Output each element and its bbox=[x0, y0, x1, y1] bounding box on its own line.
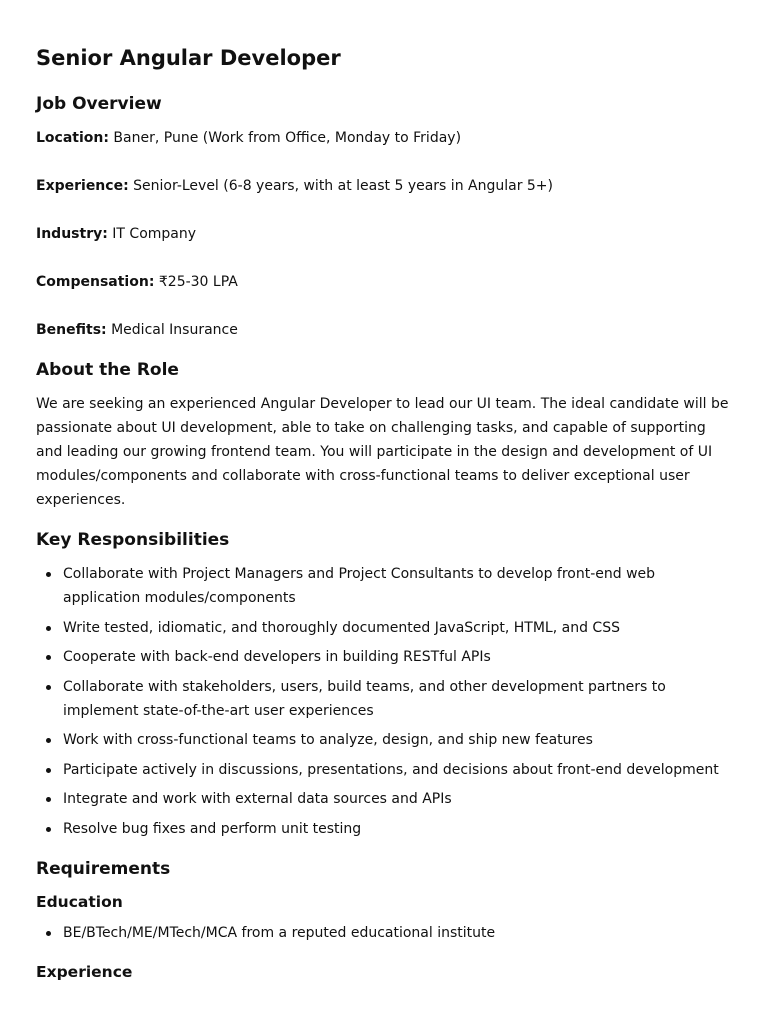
list-item-text: Collaborate with Project Managers and Project Consultants to develop front-end web application modules/components bbox=[63, 566, 656, 606]
list-item-text: Work with cross-functional teams to analyze, design, and ship new features bbox=[63, 732, 593, 748]
list-item bbox=[36, 562, 732, 610]
bullet-icon bbox=[46, 626, 51, 631]
bullet-icon bbox=[46, 827, 51, 832]
field-value: Senior-Level (6-8 years, with at least 5 years in Angular 5+) bbox=[133, 178, 553, 194]
field-label: Industry: bbox=[36, 226, 108, 242]
overview-benefits bbox=[36, 318, 732, 342]
overview-compensation bbox=[36, 270, 732, 294]
bullet-icon bbox=[46, 738, 51, 743]
requirements-heading: Requirements bbox=[36, 858, 171, 879]
bullet-icon bbox=[46, 931, 51, 936]
list-item-text: BE/BTech/ME/MTech/MCA from a reputed educational institute bbox=[63, 924, 496, 941]
list-item-text: Integrate and work with external data sources and APIs bbox=[63, 791, 452, 807]
field-label: Benefits: bbox=[36, 322, 107, 338]
overview-experience bbox=[36, 174, 732, 198]
bullet-icon bbox=[46, 572, 51, 577]
job-overview-heading: Job Overview bbox=[36, 94, 162, 114]
field-label: Location: bbox=[36, 130, 109, 146]
list-item bbox=[36, 728, 732, 752]
list-item-text: Resolve bug fixes and perform unit testing bbox=[63, 820, 362, 837]
page-title: Senior Angular Developer bbox=[36, 46, 341, 70]
education-heading: Education bbox=[36, 892, 123, 911]
overview-industry bbox=[36, 222, 732, 246]
list-item-text: Collaborate with stakeholders, users, build teams, and other development partners to implement state-of-the-art user experiences bbox=[63, 678, 666, 719]
list-item bbox=[36, 787, 732, 811]
list-item-text: Cooperate with back-end developers in building RESTful APIs bbox=[63, 649, 491, 665]
bullet-icon bbox=[46, 655, 51, 660]
about-role-text: We are seeking an experienced Angular Developer to lead our UI team. The ideal candidate will be passionate about UI development, able to take on challenging tasks, and capable of supporting and leading our growing frontend team. You will participate in the design and development of UI modules/components and collaborate with cross-functional teams to deliver exceptional user experiences. bbox=[36, 396, 729, 508]
list-item bbox=[36, 921, 732, 945]
field-value: Baner, Pune (Work from Office, Monday to Friday) bbox=[113, 130, 462, 146]
list-item bbox=[36, 758, 732, 782]
field-value: IT Company bbox=[112, 226, 197, 242]
education-list bbox=[36, 921, 732, 945]
about-role-heading: About the Role bbox=[36, 360, 179, 380]
responsibilities-list bbox=[36, 562, 732, 841]
field-value: ₹25-30 LPA bbox=[158, 274, 238, 290]
bullet-icon bbox=[46, 685, 51, 690]
field-value: Medical Insurance bbox=[111, 322, 238, 338]
list-item bbox=[36, 645, 732, 669]
field-label: Experience: bbox=[36, 178, 129, 194]
bullet-icon bbox=[46, 797, 51, 802]
overview-location bbox=[36, 126, 732, 150]
list-item-text: Write tested, idiomatic, and thoroughly documented JavaScript, HTML, and CSS bbox=[63, 619, 620, 636]
experience-heading: Experience bbox=[36, 962, 133, 981]
bullet-icon bbox=[46, 768, 51, 773]
responsibilities-heading: Key Responsibilities bbox=[36, 530, 230, 550]
list-item-text: Participate actively in discussions, presentations, and decisions about front-end development bbox=[63, 761, 719, 778]
list-item bbox=[36, 675, 732, 723]
field-label: Compensation: bbox=[36, 274, 155, 290]
list-item bbox=[36, 817, 732, 841]
list-item bbox=[36, 616, 732, 640]
